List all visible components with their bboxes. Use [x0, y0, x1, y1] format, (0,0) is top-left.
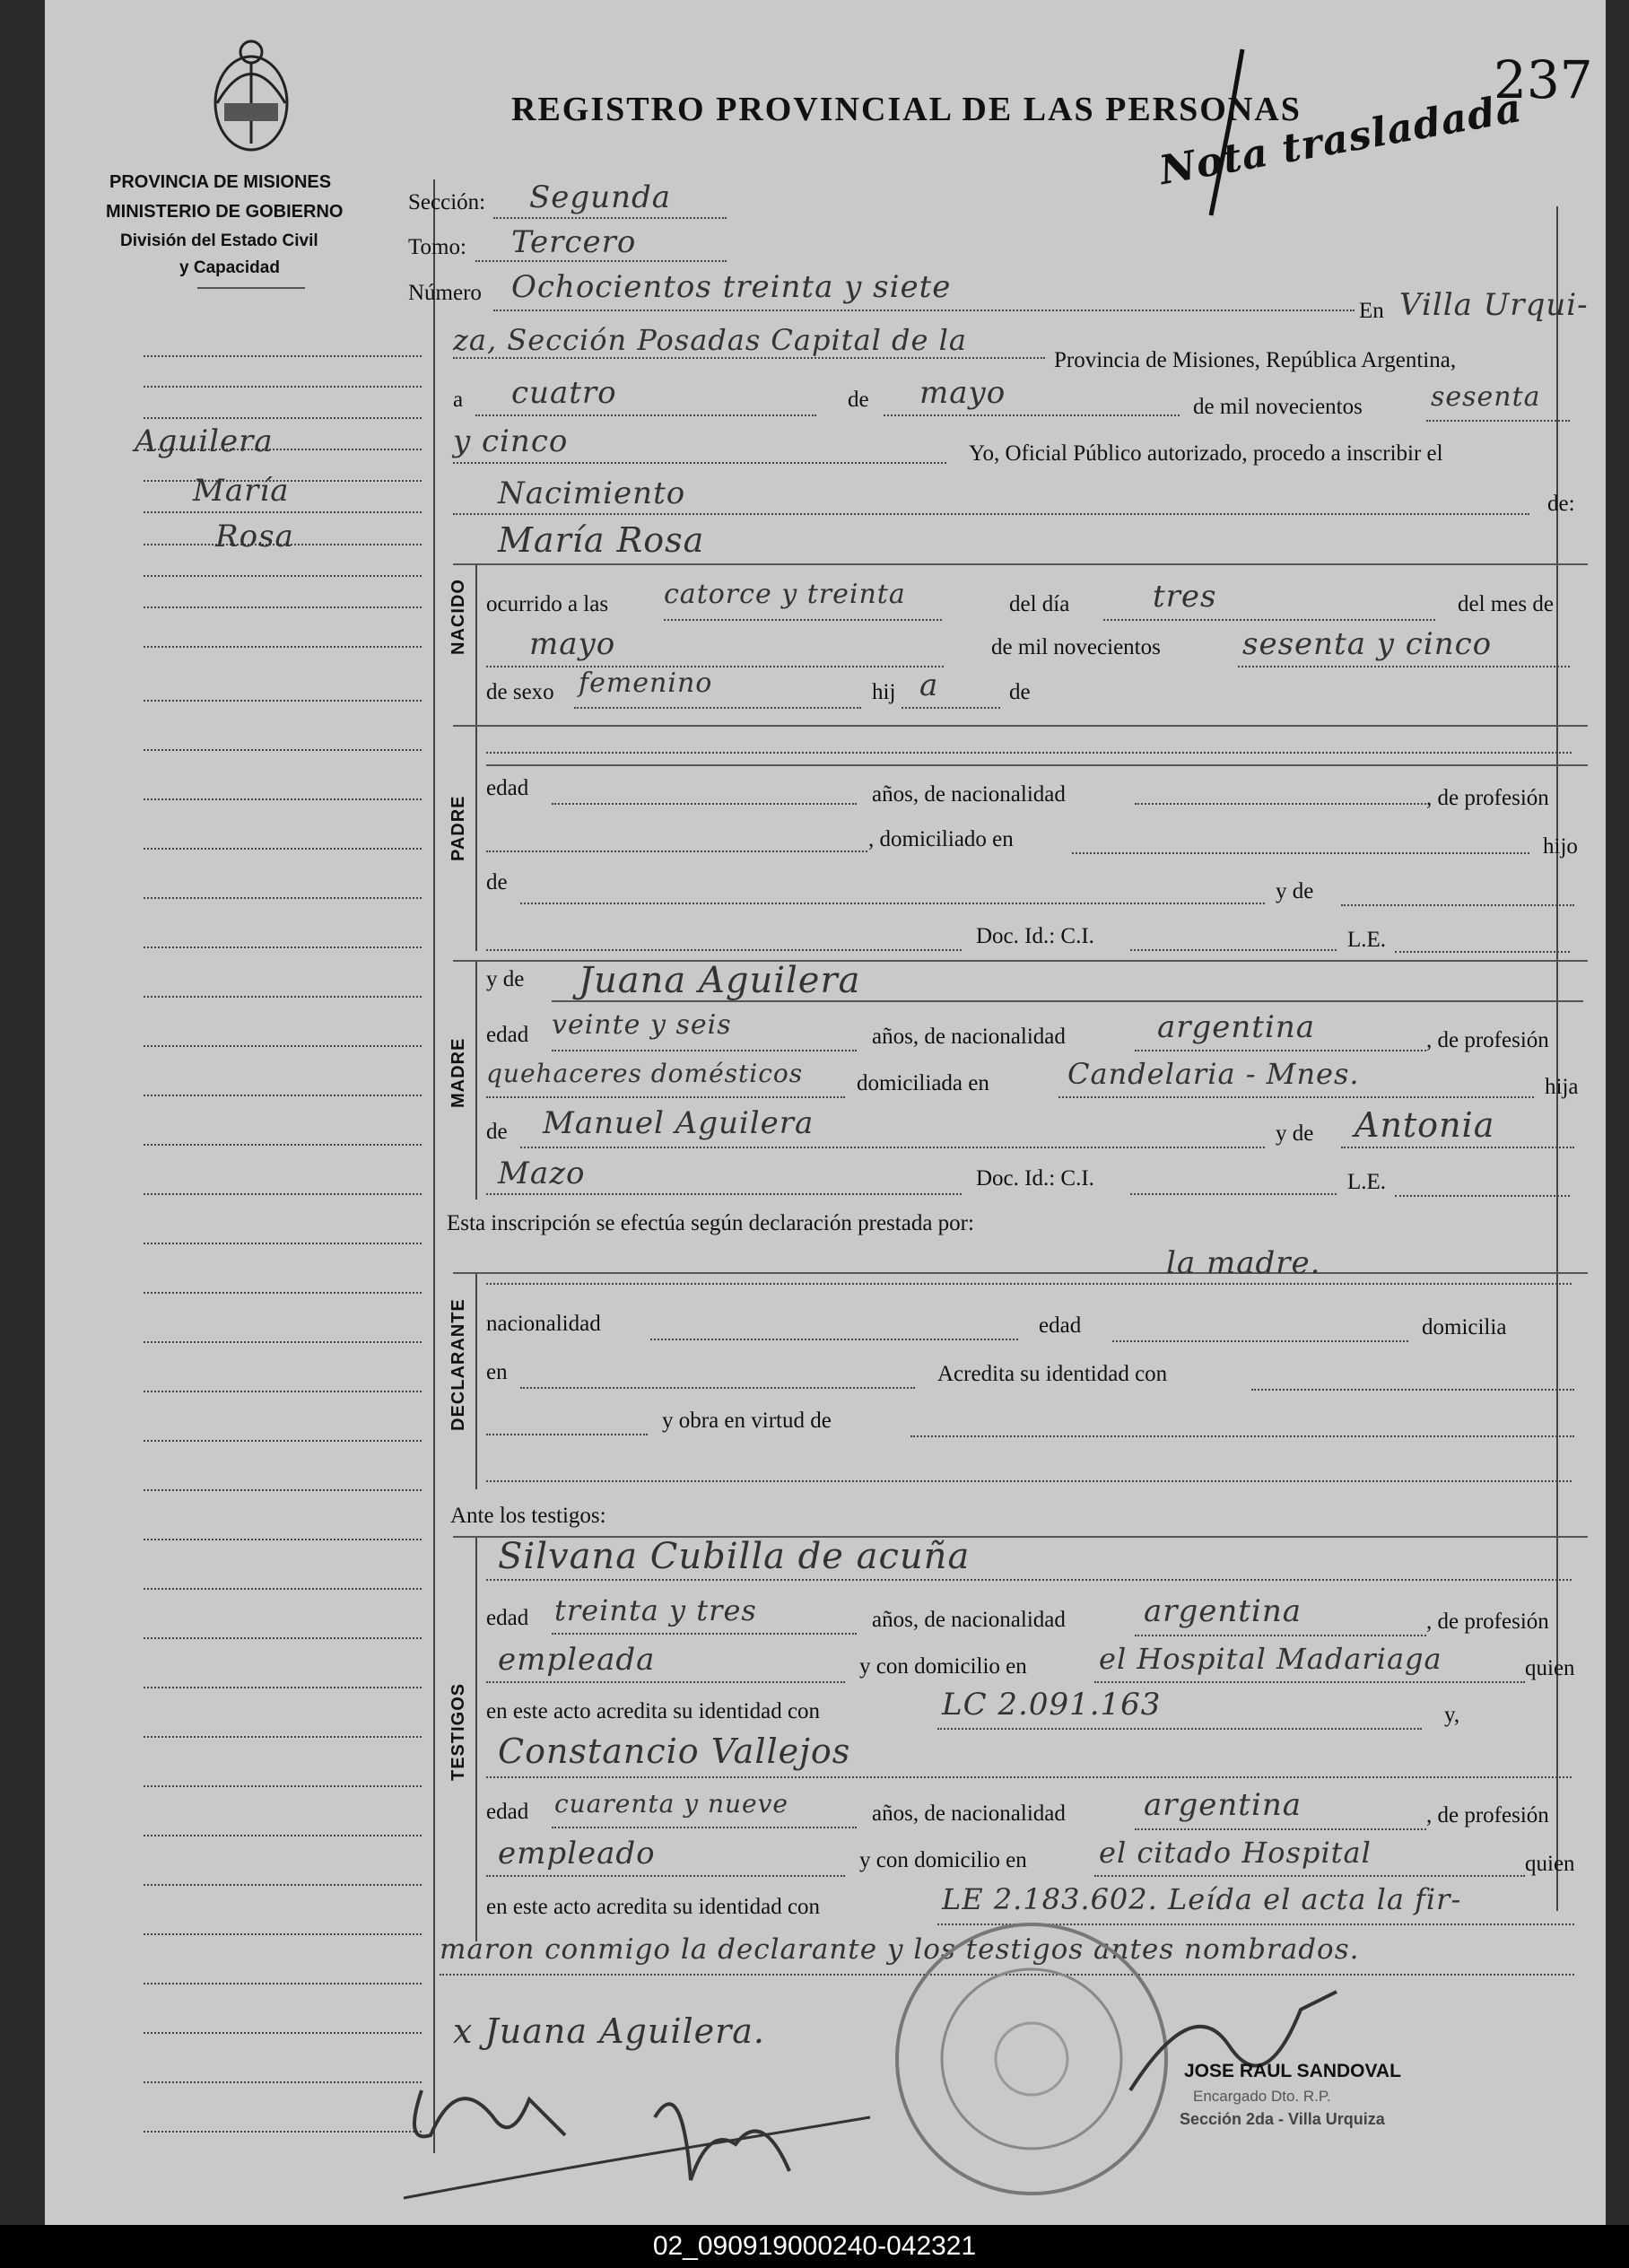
hij-label: hij [872, 680, 896, 704]
de-colon: de: [1547, 492, 1575, 516]
lugar-value: za, Sección Posadas Capital de la [453, 323, 967, 357]
declarante-en-label: en [486, 1360, 508, 1384]
testigo2-doc: LE 2.183.602. Leída el acta la fir- [942, 1882, 1462, 1916]
anio-value-1: sesenta [1431, 381, 1541, 413]
declarante-edad-label: edad [1039, 1313, 1082, 1338]
padre-domiciliado-label: , domiciliado en [868, 827, 1014, 851]
de-label: de [848, 388, 869, 412]
register-sheet [45, 0, 1606, 2225]
tomo-value: Tercero [511, 224, 637, 260]
tomo-label: Tomo: [408, 235, 466, 259]
madre-domicilio: Candelaria - Mnes. [1067, 1057, 1360, 1091]
numero-label: Número [408, 281, 482, 305]
madre-anios-label: años, de nacionalidad [872, 1025, 1066, 1049]
image-id-footer: 02_090919000240-042321 [0, 2225, 1629, 2268]
firma-declarante: x Juana Aguilera. [453, 2011, 766, 2051]
mil-label: de mil novecientos [1193, 395, 1363, 419]
testigo1-doc: LC 2.091.163 [942, 1687, 1162, 1723]
padre-profesion-label: , de profesión [1426, 786, 1549, 810]
agency-line-4: y Capacidad [179, 258, 280, 277]
dia-value: cuatro [511, 375, 617, 411]
padre-y-de-label: y de [1276, 879, 1314, 903]
cierre-texto: maron conmigo la declarante y los testigos antes nombrados. [440, 1933, 1360, 1966]
hij-value: a [919, 667, 939, 703]
yo-text: Yo, Oficial Público autorizado, procedo a inscribir el [969, 441, 1443, 466]
nombre-value: María Rosa [498, 520, 705, 560]
declarante-acredita-label: Acredita su identidad con [937, 1362, 1168, 1386]
madre-profesion: quehaceres domésticos [486, 1059, 804, 1088]
madre-edad-label: edad [486, 1023, 529, 1047]
slash-mark [1193, 45, 1256, 224]
mes-nac-value: mayo [529, 626, 616, 662]
testigo2-anios-label: años, de nacionalidad [872, 1801, 1066, 1826]
madre-madre-nombre-1: Antonia [1355, 1105, 1495, 1145]
declarante-domicilia-label: domicilia [1422, 1315, 1507, 1339]
madre-nacionalidad: argentina [1157, 1009, 1316, 1045]
witness-signatures [386, 2037, 942, 2216]
section-declarante: DECLARANTE [449, 1298, 468, 1431]
padre-anios-label: años, de nacionalidad [872, 782, 1066, 807]
page-number: 237 [1494, 49, 1593, 110]
madre-de-label: de [486, 1120, 508, 1144]
margin-second-name: Rosa [215, 519, 294, 554]
madre-y-de-label: y de [486, 967, 525, 991]
oficial-seccion: Sección 2da - Villa Urquiza [1180, 2110, 1385, 2128]
testigo2-domicilio: el citado Hospital [1099, 1836, 1372, 1870]
margin-first-name: María [193, 473, 290, 509]
testigo2-edad: cuarenta y nueve [554, 1789, 788, 1819]
testigo2-acredita-label: en este acto acredita su identidad con [486, 1895, 821, 1919]
argentina-coat-of-arms-icon [206, 36, 296, 161]
testigo1-domicilio: el Hospital Madariaga [1099, 1642, 1442, 1676]
del-mes-label: del mes de [1458, 592, 1554, 616]
transfer-note: Nota trasladada [1155, 84, 1526, 195]
declarante-nacionalidad-label: nacionalidad [486, 1312, 601, 1336]
section-padre: PADRE [449, 795, 468, 861]
madre-le-label: L.E. [1347, 1170, 1387, 1194]
anio-nac-value: sesenta y cinco [1242, 626, 1493, 662]
a-label: a [453, 388, 464, 412]
testigos-intro: Ante los testigos: [450, 1504, 606, 1528]
testigo1-nombre: Silvana Cubilla de acuña [498, 1536, 971, 1577]
mil-nac-label: de mil novecientos [991, 635, 1161, 659]
numero-value: Ochocientos treinta y siete [511, 269, 952, 305]
testigo2-profesion-label: , de profesión [1426, 1803, 1549, 1827]
agency-line-2: MINISTERIO DE GOBIERNO [106, 202, 344, 222]
de-nac-label: de [1009, 680, 1031, 704]
en-label: En [1359, 299, 1384, 323]
testigo1-edad-label: edad [486, 1606, 529, 1630]
agency-line-3: División del Estado Civil [120, 231, 318, 250]
testigo1-anios-label: años, de nacionalidad [872, 1608, 1066, 1632]
testigo1-y-label: y, [1444, 1703, 1460, 1727]
agency-line-1: PROVINCIA DE MISIONES [109, 172, 332, 192]
testigo1-profesion: empleada [498, 1642, 656, 1678]
seccion-value: Segunda [529, 179, 672, 215]
sexo-value: femenino [579, 667, 713, 699]
madre-hija-label: hija [1545, 1075, 1579, 1099]
section-madre: MADRE [449, 1037, 468, 1108]
dia-nac-value: tres [1153, 579, 1217, 615]
madre-edad: veinte y seis [552, 1009, 732, 1041]
testigo2-nacionalidad: argentina [1144, 1787, 1302, 1823]
oficial-nombre: JOSE RAUL SANDOVAL [1184, 2061, 1401, 2081]
padre-doc-label: Doc. Id.: C.I. [976, 924, 1094, 948]
testigo1-profesion-label: , de profesión [1426, 1609, 1549, 1634]
hora-value: catorce y treinta [664, 579, 906, 610]
testigo1-quien-label: quien [1525, 1656, 1575, 1680]
madre-profesion-label: , de profesión [1426, 1028, 1549, 1052]
declarante-value: la madre. [1166, 1245, 1321, 1281]
mes-value: mayo [919, 375, 1006, 411]
del-dia-label: del día [1009, 592, 1070, 616]
section-nacido: NACIDO [449, 579, 468, 655]
document-title: REGISTRO PROVINCIAL DE LAS PERSONAS [511, 91, 1302, 128]
testigo1-nacionalidad: argentina [1144, 1593, 1302, 1629]
testigo2-profesion: empleado [498, 1836, 656, 1871]
madre-doc-label: Doc. Id.: C.I. [976, 1166, 1094, 1191]
madre-nombre: Juana Aguilera [579, 960, 861, 1001]
madre-padre-nombre: Manuel Aguilera [543, 1105, 814, 1141]
seccion-label: Sección: [408, 190, 486, 214]
margin-surname: Aguilera [135, 423, 274, 459]
ocurrido-label: ocurrido a las [486, 592, 609, 616]
acto-value: Nacimiento [498, 475, 686, 511]
madre-domiciliada-label: domiciliada en [857, 1071, 989, 1095]
madre-madre-nombre-2: Mazo [498, 1156, 586, 1191]
testigo2-edad-label: edad [486, 1800, 529, 1824]
section-testigos: TESTIGOS [449, 1682, 468, 1781]
testigo2-domicilio-label: y con domicilio en [859, 1848, 1027, 1872]
madre-y-de2-label: y de [1276, 1121, 1314, 1146]
declarante-obra-label: y obra en virtud de [662, 1409, 832, 1433]
anio-value-2: y cinco [453, 423, 569, 459]
padre-de-label: de [486, 870, 508, 894]
declaracion-intro: Esta inscripción se efectúa según declaración prestada por: [447, 1211, 974, 1235]
testigo2-nombre: Constancio Vallejos [498, 1732, 851, 1771]
provincia-text: Provincia de Misiones, República Argentina, [1054, 348, 1457, 372]
testigo1-domicilio-label: y con domicilio en [859, 1654, 1027, 1679]
testigo1-acredita-label: en este acto acredita su identidad con [486, 1699, 821, 1723]
padre-edad-label: edad [486, 776, 529, 800]
oficial-cargo: Encargado Dto. R.P. [1193, 2088, 1331, 2105]
testigo2-quien-label: quien [1525, 1852, 1575, 1876]
testigo1-edad: treinta y tres [554, 1593, 757, 1627]
padre-le-label: L.E. [1347, 928, 1387, 952]
en-value: Villa Urqui- [1399, 287, 1589, 323]
sexo-label: de sexo [486, 680, 554, 704]
padre-hijo-label: hijo [1543, 834, 1578, 859]
